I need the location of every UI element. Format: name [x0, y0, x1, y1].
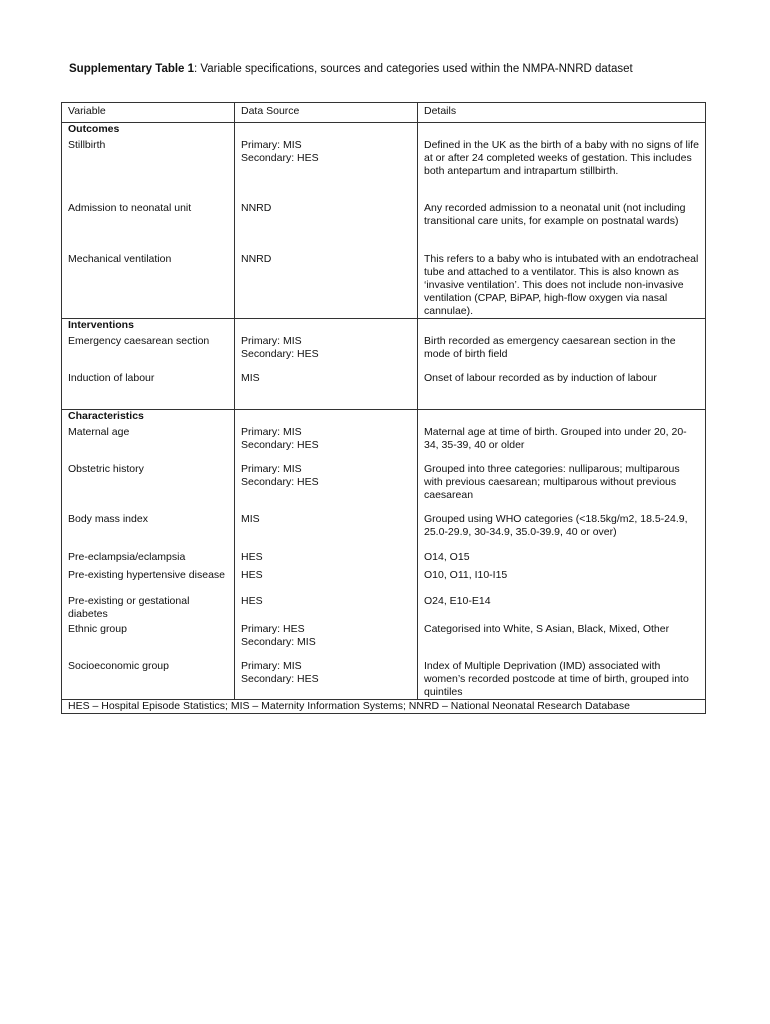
table-row [62, 511, 706, 549]
details-cell: Maternal age at time of birth. Grouped into under 20, 20-34, 35-39, 40 or older [418, 424, 706, 461]
details-cell: O14, O15 [418, 549, 706, 567]
details-cell: Grouped into three categories: nulliparous; multiparous with previous caesarean; multiparous without previous caesarean [418, 461, 706, 511]
variable-cell: Body mass index [62, 511, 235, 549]
source-cell: NNRD [235, 200, 418, 251]
variable-cell: Mechanical ventilation [62, 251, 235, 319]
details-cell: This refers to a baby who is intubated with an endotracheal tube and attached to a ventilator. This is also known as ‘invasive ventilation’. This does not include non-invasive ventilation (CPAP, BiPAP, high-flow oxygen via nasal cannulae). [418, 251, 706, 319]
details-cell: Defined in the UK as the birth of a baby with no signs of life at or after 24 completed weeks of gestation. This includes both antepartum and intrapartum stillbirth. [418, 137, 706, 200]
details-cell: Onset of labour recorded as by induction of labour [418, 370, 706, 409]
section-row-interventions [62, 319, 706, 334]
footnote-row [62, 699, 706, 713]
table-row [62, 251, 706, 319]
table-row [62, 461, 706, 511]
variable-cell: Obstetric history [62, 461, 235, 511]
variable-cell: Socioeconomic group [62, 658, 235, 700]
caption-label: Supplementary Table 1 [69, 63, 195, 75]
source-cell: Primary: MIS Secondary: HES [235, 333, 418, 370]
source-cell: Primary: MIS Secondary: HES [235, 424, 418, 461]
source-cell: Primary: MIS Secondary: HES [235, 658, 418, 700]
details-cell: Any recorded admission to a neonatal unit (not including transitional care units, for example on postnatal wards) [418, 200, 706, 251]
details-cell: Index of Multiple Deprivation (IMD) associated with women’s recorded postcode at time of birth, grouped into quintiles [418, 658, 706, 700]
section-row-characteristics [62, 409, 706, 424]
table-row [62, 370, 706, 409]
section-title: Characteristics [62, 409, 235, 424]
table-row [62, 424, 706, 461]
variable-cell: Maternal age [62, 424, 235, 461]
details-cell: Categorised into White, S Asian, Black, Mixed, Other [418, 621, 706, 658]
section-title: Interventions [62, 319, 235, 334]
source-cell: MIS [235, 370, 418, 409]
section-title: Outcomes [62, 123, 235, 138]
variable-cell: Ethnic group [62, 621, 235, 658]
table-row [62, 549, 706, 567]
table-row [62, 137, 706, 200]
source-cell: NNRD [235, 251, 418, 319]
table-row [62, 621, 706, 658]
source-cell: HES [235, 567, 418, 593]
table-row [62, 593, 706, 621]
source-cell: MIS [235, 511, 418, 549]
variable-cell: Pre-existing or gestational diabetes [62, 593, 235, 621]
variable-spec-table [61, 102, 706, 714]
details-cell: Grouped using WHO categories (<18.5kg/m2, 18.5-24.9, 25.0-29.9, 30-34.9, 35.0-39.9, 40 or over) [418, 511, 706, 549]
variable-cell: Pre-eclampsia/eclampsia [62, 549, 235, 567]
variable-cell: Pre-existing hypertensive disease [62, 567, 235, 593]
header-data-source: Data Source [235, 103, 418, 123]
caption-text: : Variable specifications, sources and categories used within the NMPA-NNRD dataset [194, 63, 633, 75]
table-caption [69, 62, 689, 76]
source-cell: Primary: MIS Secondary: HES [235, 461, 418, 511]
section-row-outcomes [62, 123, 706, 138]
variable-cell: Admission to neonatal unit [62, 200, 235, 251]
variable-cell: Induction of labour [62, 370, 235, 409]
header-details: Details [418, 103, 706, 123]
table-row [62, 333, 706, 370]
variable-cell: Stillbirth [62, 137, 235, 200]
table-row [62, 200, 706, 251]
header-variable: Variable [62, 103, 235, 123]
source-cell: HES [235, 593, 418, 621]
table-row [62, 658, 706, 700]
details-cell: Birth recorded as emergency caesarean section in the mode of birth field [418, 333, 706, 370]
source-cell: HES [235, 549, 418, 567]
source-cell: Primary: MIS Secondary: HES [235, 137, 418, 200]
details-cell: O10, O11, I10-I15 [418, 567, 706, 593]
details-cell: O24, E10-E14 [418, 593, 706, 621]
table-row [62, 567, 706, 593]
variable-cell: Emergency caesarean section [62, 333, 235, 370]
source-cell: Primary: HES Secondary: MIS [235, 621, 418, 658]
header-row [62, 103, 706, 123]
table-footnote: HES – Hospital Episode Statistics; MIS – Maternity Information Systems; NNRD – National Neonatal Research Database [62, 699, 706, 713]
